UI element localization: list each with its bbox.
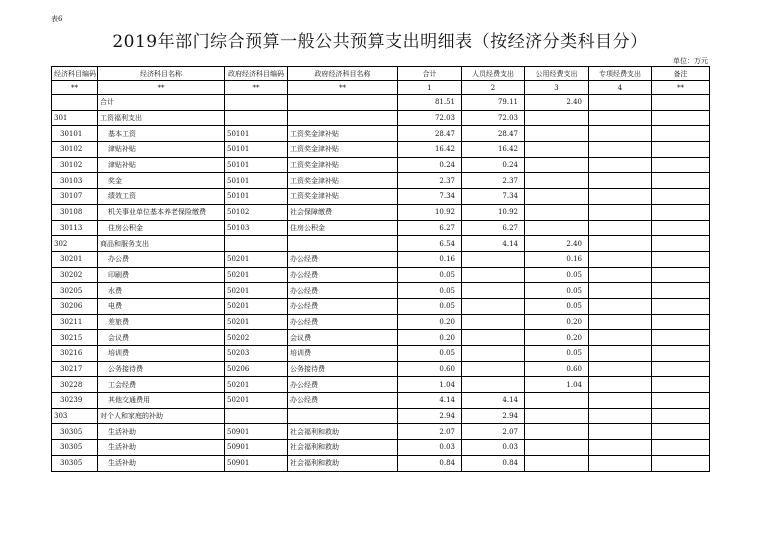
gov-code-cell: 50201 <box>225 267 288 283</box>
gov-name-cell <box>288 408 398 424</box>
personnel-cell <box>462 283 525 299</box>
gov-name-cell: 培训费 <box>288 346 398 362</box>
total-cell: 0.05 <box>398 267 462 283</box>
gov-code-cell: 50101 <box>225 126 288 142</box>
personnel-cell: 0.84 <box>462 455 525 471</box>
index-cell: 2 <box>462 81 525 95</box>
public-cell: 0.05 <box>525 298 589 314</box>
personnel-cell <box>462 377 525 393</box>
code-cell: 30305 <box>52 455 98 471</box>
public-cell <box>525 408 589 424</box>
code-cell <box>52 95 98 111</box>
note-cell <box>652 455 710 471</box>
gov-name-cell: 社会福利和救助 <box>288 455 398 471</box>
header-cell: 经济科目名称 <box>98 67 225 81</box>
personnel-cell: 7.34 <box>462 189 525 205</box>
special-cell <box>589 142 652 158</box>
public-cell <box>525 440 589 456</box>
code-cell: 30215 <box>52 330 98 346</box>
note-cell <box>652 236 710 252</box>
code-cell: 30202 <box>52 267 98 283</box>
total-cell: 0.05 <box>398 283 462 299</box>
code-cell: 30205 <box>52 283 98 299</box>
public-cell <box>525 173 589 189</box>
special-cell <box>589 95 652 111</box>
gov-code-cell: 50201 <box>225 377 288 393</box>
total-cell: 28.47 <box>398 126 462 142</box>
gov-code-cell <box>225 236 288 252</box>
table-row <box>52 204 710 220</box>
gov-name-cell: 会议费 <box>288 330 398 346</box>
name-cell: 津贴补贴 <box>98 142 225 158</box>
note-cell <box>652 377 710 393</box>
special-cell <box>589 110 652 126</box>
gov-name-cell <box>288 95 398 111</box>
gov-code-cell: 50206 <box>225 361 288 377</box>
total-cell: 0.20 <box>398 330 462 346</box>
special-cell <box>589 283 652 299</box>
personnel-cell <box>462 298 525 314</box>
table-row <box>52 267 710 283</box>
personnel-cell <box>462 251 525 267</box>
gov-code-cell: 50202 <box>225 330 288 346</box>
special-cell <box>589 204 652 220</box>
special-cell <box>589 189 652 205</box>
total-cell: 0.20 <box>398 314 462 330</box>
gov-code-cell: 50201 <box>225 298 288 314</box>
table-row <box>52 173 710 189</box>
code-cell: 302 <box>52 236 98 252</box>
table-row <box>52 189 710 205</box>
code-cell: 30102 <box>52 142 98 158</box>
total-cell: 2.37 <box>398 173 462 189</box>
special-cell <box>589 236 652 252</box>
gov-name-cell: 办公经费 <box>288 298 398 314</box>
public-cell: 2.40 <box>525 236 589 252</box>
total-cell: 10.92 <box>398 204 462 220</box>
table-row <box>52 361 710 377</box>
special-cell <box>589 361 652 377</box>
personnel-cell: 79.11 <box>462 95 525 111</box>
name-cell: 生活补助 <box>98 440 225 456</box>
code-cell: 301 <box>52 110 98 126</box>
header-cell: 经济科目编码 <box>52 67 98 81</box>
special-cell <box>589 220 652 236</box>
total-cell: 6.54 <box>398 236 462 252</box>
name-cell: 生活补助 <box>98 455 225 471</box>
public-cell <box>525 126 589 142</box>
code-cell: 30211 <box>52 314 98 330</box>
note-cell <box>652 298 710 314</box>
code-cell: 30103 <box>52 173 98 189</box>
table-header-row <box>52 67 710 81</box>
name-cell: 其他交通费用 <box>98 393 225 409</box>
gov-name-cell: 办公经费 <box>288 377 398 393</box>
table-row <box>52 157 710 173</box>
table-row <box>52 330 710 346</box>
name-cell: 差旅费 <box>98 314 225 330</box>
name-cell: 培训费 <box>98 346 225 362</box>
gov-name-cell <box>288 236 398 252</box>
gov-name-cell: 办公经费 <box>288 267 398 283</box>
code-cell: 303 <box>52 408 98 424</box>
special-cell <box>589 251 652 267</box>
header-cell: 政府经济科目编码 <box>225 67 288 81</box>
table-row <box>52 408 710 424</box>
name-cell: 机关事业单位基本养老保险缴费 <box>98 204 225 220</box>
special-cell <box>589 346 652 362</box>
personnel-cell: 10.92 <box>462 204 525 220</box>
note-cell <box>652 251 710 267</box>
note-cell <box>652 408 710 424</box>
public-cell: 0.05 <box>525 267 589 283</box>
public-cell <box>525 189 589 205</box>
personnel-cell: 16.42 <box>462 142 525 158</box>
table-row <box>52 346 710 362</box>
personnel-cell: 6.27 <box>462 220 525 236</box>
gov-name-cell: 工资奖金津补贴 <box>288 157 398 173</box>
total-cell: 0.84 <box>398 455 462 471</box>
note-cell <box>652 110 710 126</box>
code-cell: 30107 <box>52 189 98 205</box>
gov-name-cell: 办公经费 <box>288 251 398 267</box>
public-cell <box>525 393 589 409</box>
personnel-cell: 72.03 <box>462 110 525 126</box>
gov-name-cell <box>288 110 398 126</box>
special-cell <box>589 393 652 409</box>
header-cell: 专项经费支出 <box>589 67 652 81</box>
gov-code-cell: 50102 <box>225 204 288 220</box>
gov-code-cell: 50901 <box>225 440 288 456</box>
note-cell <box>652 393 710 409</box>
header-cell: 备注 <box>652 67 710 81</box>
name-cell: 办公费 <box>98 251 225 267</box>
public-cell <box>525 204 589 220</box>
gov-name-cell: 社会保障缴费 <box>288 204 398 220</box>
name-cell: 奖金 <box>98 173 225 189</box>
gov-name-cell: 社会福利和救助 <box>288 424 398 440</box>
gov-code-cell: 50101 <box>225 157 288 173</box>
name-cell: 生活补助 <box>98 424 225 440</box>
name-cell: 绩效工资 <box>98 189 225 205</box>
name-cell: 公务接待费 <box>98 361 225 377</box>
gov-name-cell: 社会福利和救助 <box>288 440 398 456</box>
gov-code-cell: 50103 <box>225 220 288 236</box>
personnel-cell: 2.07 <box>462 424 525 440</box>
gov-code-cell: 50101 <box>225 173 288 189</box>
public-cell <box>525 157 589 173</box>
public-cell: 0.20 <box>525 314 589 330</box>
name-cell: 基本工资 <box>98 126 225 142</box>
code-cell: 30201 <box>52 251 98 267</box>
gov-code-cell: 50201 <box>225 283 288 299</box>
note-cell <box>652 126 710 142</box>
public-cell <box>525 424 589 440</box>
note-cell <box>652 173 710 189</box>
table-row <box>52 220 710 236</box>
public-cell <box>525 455 589 471</box>
code-cell: 30217 <box>52 361 98 377</box>
gov-code-cell <box>225 408 288 424</box>
table-row <box>52 393 710 409</box>
name-cell: 合计 <box>98 95 225 111</box>
gov-name-cell: 办公经费 <box>288 393 398 409</box>
personnel-cell <box>462 267 525 283</box>
table-row <box>52 142 710 158</box>
gov-name-cell: 办公经费 <box>288 314 398 330</box>
note-cell <box>652 361 710 377</box>
total-cell: 2.07 <box>398 424 462 440</box>
total-cell: 6.27 <box>398 220 462 236</box>
special-cell <box>589 157 652 173</box>
total-cell: 16.42 <box>398 142 462 158</box>
code-cell: 30113 <box>52 220 98 236</box>
personnel-cell: 0.24 <box>462 157 525 173</box>
special-cell <box>589 314 652 330</box>
special-cell <box>589 298 652 314</box>
personnel-cell <box>462 361 525 377</box>
index-cell: ** <box>52 81 98 95</box>
table-row <box>52 236 710 252</box>
total-cell: 0.60 <box>398 361 462 377</box>
total-cell: 2.94 <box>398 408 462 424</box>
gov-name-cell: 工资奖金津补贴 <box>288 173 398 189</box>
code-cell: 30206 <box>52 298 98 314</box>
code-cell: 30101 <box>52 126 98 142</box>
public-cell <box>525 220 589 236</box>
index-cell: ** <box>225 81 288 95</box>
public-cell: 2.40 <box>525 95 589 111</box>
note-cell <box>652 346 710 362</box>
name-cell: 对个人和家庭的补助 <box>98 408 225 424</box>
special-cell <box>589 424 652 440</box>
code-cell: 30305 <box>52 424 98 440</box>
index-cell: ** <box>98 81 225 95</box>
table-number-label: 表6 <box>51 15 63 23</box>
name-cell: 住房公积金 <box>98 220 225 236</box>
table-row <box>52 440 710 456</box>
public-cell: 0.60 <box>525 361 589 377</box>
note-cell <box>652 95 710 111</box>
public-cell: 0.05 <box>525 283 589 299</box>
public-cell <box>525 142 589 158</box>
personnel-cell: 28.47 <box>462 126 525 142</box>
personnel-cell <box>462 346 525 362</box>
gov-name-cell: 公务接待费 <box>288 361 398 377</box>
gov-name-cell: 住房公积金 <box>288 220 398 236</box>
expenditure-table <box>51 66 710 472</box>
code-cell: 30216 <box>52 346 98 362</box>
name-cell: 水费 <box>98 283 225 299</box>
personnel-cell: 2.94 <box>462 408 525 424</box>
page-title: 2019年部门综合预算一般公共预算支出明细表（按经济分类科目分） <box>112 32 648 52</box>
table-row <box>52 424 710 440</box>
table-row <box>52 455 710 471</box>
code-cell: 30305 <box>52 440 98 456</box>
gov-name-cell: 工资奖金津补贴 <box>288 142 398 158</box>
gov-code-cell <box>225 95 288 111</box>
note-cell <box>652 189 710 205</box>
personnel-cell: 2.37 <box>462 173 525 189</box>
total-cell: 0.16 <box>398 251 462 267</box>
unit-label: 单位：万元 <box>673 57 708 65</box>
gov-code-cell: 50901 <box>225 455 288 471</box>
header-cell: 人员经费支出 <box>462 67 525 81</box>
personnel-cell: 4.14 <box>462 393 525 409</box>
note-cell <box>652 220 710 236</box>
note-cell <box>652 440 710 456</box>
gov-code-cell: 50101 <box>225 142 288 158</box>
index-row <box>52 81 710 95</box>
index-cell: ** <box>652 81 710 95</box>
special-cell <box>589 408 652 424</box>
special-cell <box>589 455 652 471</box>
public-cell: 0.05 <box>525 346 589 362</box>
code-cell: 30239 <box>52 393 98 409</box>
table-row <box>52 283 710 299</box>
special-cell <box>589 173 652 189</box>
code-cell: 30102 <box>52 157 98 173</box>
index-cell: ** <box>288 81 398 95</box>
table-row <box>52 95 710 111</box>
public-cell: 0.20 <box>525 330 589 346</box>
public-cell <box>525 110 589 126</box>
name-cell: 工会经费 <box>98 377 225 393</box>
name-cell: 电费 <box>98 298 225 314</box>
gov-name-cell: 工资奖金津补贴 <box>288 126 398 142</box>
total-cell: 7.34 <box>398 189 462 205</box>
special-cell <box>589 440 652 456</box>
name-cell: 津贴补贴 <box>98 157 225 173</box>
table-row <box>52 314 710 330</box>
table-row <box>52 251 710 267</box>
total-cell: 1.04 <box>398 377 462 393</box>
total-cell: 72.03 <box>398 110 462 126</box>
table-row <box>52 377 710 393</box>
header-cell: 政府经济科目名称 <box>288 67 398 81</box>
personnel-cell <box>462 314 525 330</box>
special-cell <box>589 330 652 346</box>
table-row <box>52 298 710 314</box>
table-row <box>52 126 710 142</box>
index-cell: 3 <box>525 81 589 95</box>
index-cell: 4 <box>589 81 652 95</box>
note-cell <box>652 424 710 440</box>
note-cell <box>652 314 710 330</box>
public-cell: 0.16 <box>525 251 589 267</box>
gov-code-cell: 50901 <box>225 424 288 440</box>
total-cell: 4.14 <box>398 393 462 409</box>
total-cell: 0.05 <box>398 346 462 362</box>
code-cell: 30228 <box>52 377 98 393</box>
gov-name-cell: 工资奖金津补贴 <box>288 189 398 205</box>
name-cell: 商品和服务支出 <box>98 236 225 252</box>
note-cell <box>652 142 710 158</box>
code-cell: 30108 <box>52 204 98 220</box>
table-row <box>52 110 710 126</box>
total-cell: 0.24 <box>398 157 462 173</box>
personnel-cell: 4.14 <box>462 236 525 252</box>
note-cell <box>652 267 710 283</box>
personnel-cell <box>462 330 525 346</box>
header-cell: 公用经费支出 <box>525 67 589 81</box>
public-cell: 1.04 <box>525 377 589 393</box>
gov-code-cell: 50101 <box>225 189 288 205</box>
gov-name-cell: 办公经费 <box>288 283 398 299</box>
name-cell: 工资福利支出 <box>98 110 225 126</box>
special-cell <box>589 377 652 393</box>
note-cell <box>652 157 710 173</box>
note-cell <box>652 330 710 346</box>
gov-code-cell <box>225 110 288 126</box>
total-cell: 0.05 <box>398 298 462 314</box>
gov-code-cell: 50201 <box>225 251 288 267</box>
gov-code-cell: 50201 <box>225 393 288 409</box>
total-cell: 81.51 <box>398 95 462 111</box>
total-cell: 0.03 <box>398 440 462 456</box>
header-cell: 合计 <box>398 67 462 81</box>
gov-code-cell: 50201 <box>225 314 288 330</box>
name-cell: 会议费 <box>98 330 225 346</box>
personnel-cell: 0.03 <box>462 440 525 456</box>
name-cell: 印刷费 <box>98 267 225 283</box>
note-cell <box>652 283 710 299</box>
special-cell <box>589 126 652 142</box>
special-cell <box>589 267 652 283</box>
note-cell <box>652 204 710 220</box>
gov-code-cell: 50203 <box>225 346 288 362</box>
index-cell: 1 <box>398 81 462 95</box>
